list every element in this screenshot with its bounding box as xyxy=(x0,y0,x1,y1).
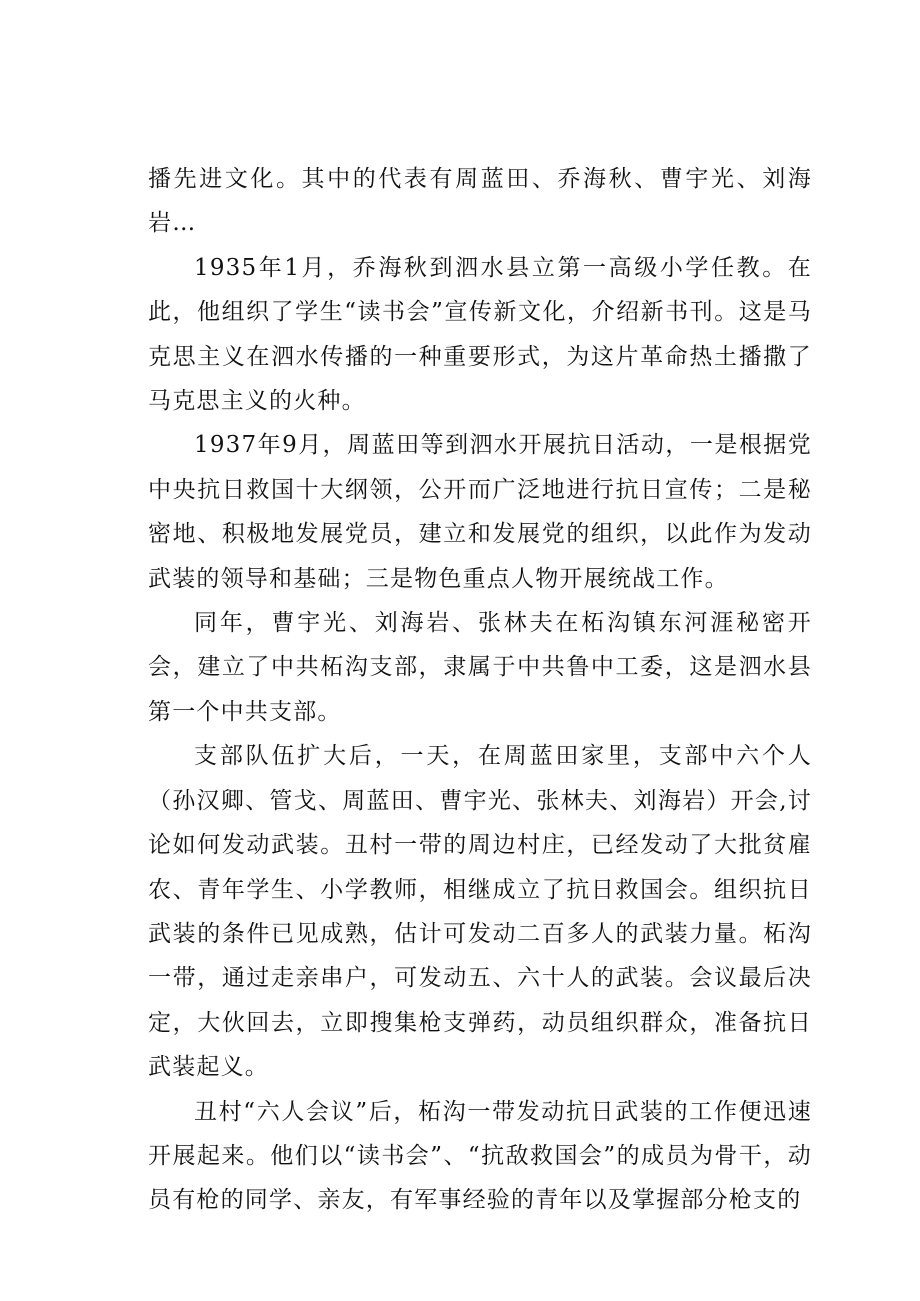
paragraph-2: 1935年1月，乔海秋到泗水县立第一高级小学任教。在此，他组织了学生“读书会”宣传新文化，介绍新书刊。这是马克思主义在泗水传播的一种重要形式，为这片革命热土播撒了马克思主义的火种。 xyxy=(148,254,812,415)
body-text xyxy=(148,157,812,1223)
paragraph-3: 1937年9月，周蓝田等到泗水开展抗日活动，一是根据党中央抗日救国十大纲领，公开而广泛地进行抗日宣传；二是秘密地、积极地发展党员，建立和发展党的组织，以此作为发动武装的领导和基础；三是物色重点人物开展统战工作。 xyxy=(148,432,812,592)
paragraph-5: 支部队伍扩大后，一天，在周蓝田家里，支部中六个人（孙汉卿、管戈、周蓝田、曹宇光、张林夫、刘海岩）开会,讨论如何发动武装。丑村一带的周边村庄，已经发动了大批贫雇农、青年学生、小学教师，相继成立了抗日救国会。组织抗日武装的条件已见成熟，估计可发动二百多人的武装力量。柘沟一带，通过走亲串户，可发动五、六十人的武装。会议最后决定，大伙回去，立即搜集枪支弹药，动员组织群众，准备抗日武装起义。 xyxy=(148,743,812,1081)
paragraph-6: 丑村“六人会议”后，柘沟一带发动抗日武装的工作便迅速开展起来。他们以“读书会”、“抗敌救国会”的成员为骨干，动员有枪的同学、亲友，有军事经验的青年以及掌握部分枪支的 xyxy=(148,1098,812,1214)
paragraph-1: 播先进文化。其中的代表有周蓝田、乔海秋、曹宇光、刘海岩… xyxy=(148,166,812,237)
paragraph-4: 同年，曹宇光、刘海岩、张林夫在柘沟镇东河涯秘密开会，建立了中共柘沟支部，隶属于中共鲁中工委，这是泗水县第一个中共支部。 xyxy=(148,610,812,725)
